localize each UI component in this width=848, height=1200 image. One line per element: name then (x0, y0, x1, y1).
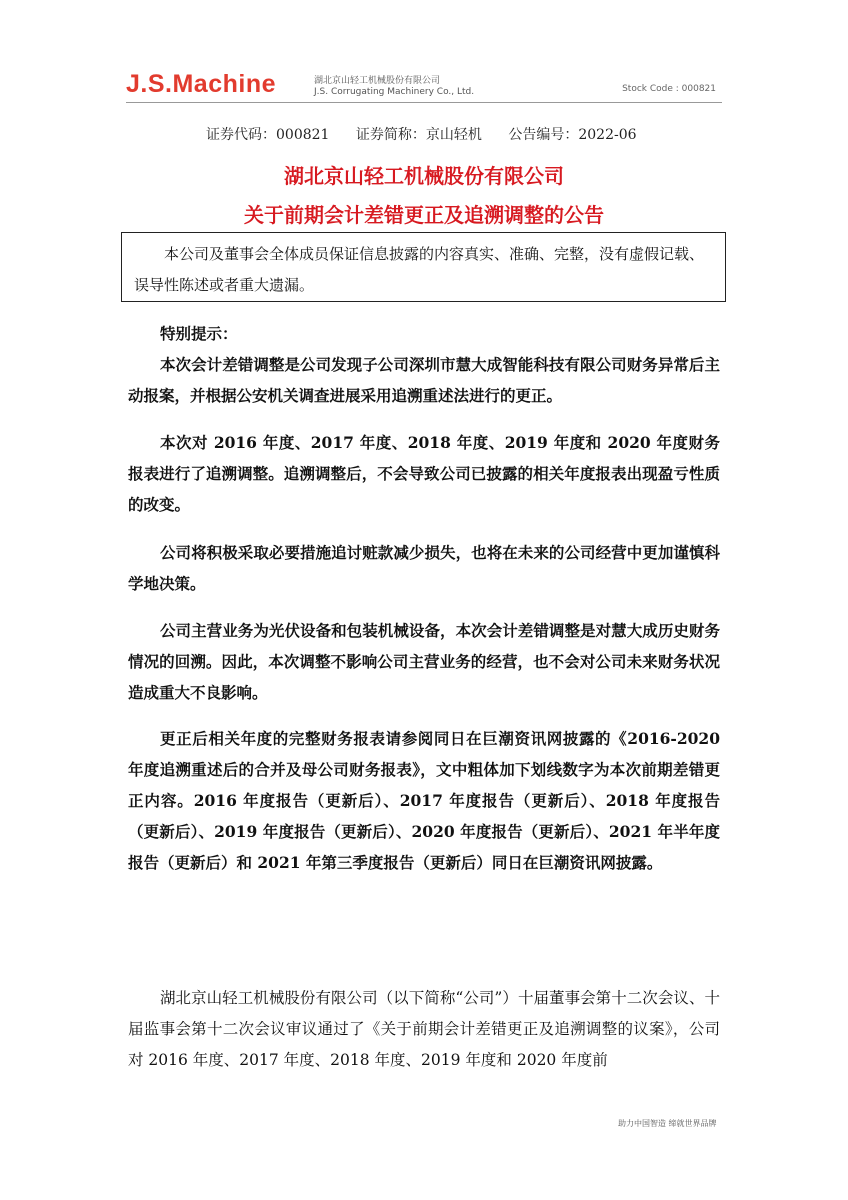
security-code: 证券代码：000821 (206, 127, 330, 143)
page-title-subject: 关于前期会计差错更正及追溯调整的公告 (244, 203, 604, 227)
notice-number: 公告编号：2022-06 (508, 127, 637, 143)
company-name-en: J.S. Corrugating Machinery Co., Ltd. (314, 87, 475, 97)
paragraph-3: 公司将积极采取必要措施追讨赃款减少损失，也将在未来的公司经营中更加谨慎科学地决策。 (128, 543, 720, 593)
paragraph-2: 本次对 2016 年度、2017 年度、2018 年度、2019 年度和 2020 年度财务报表进行了追溯调整。追溯调整后，不会导致公司已披露的相关年度报表出现盈亏性质的改变。 (128, 433, 720, 514)
paragraph-6: 湖北京山轻工机械股份有限公司（以下简称“公司”）十届董事会第十二次会议、十届监事会第十二次会议审议通过了《关于前期会计差错更正及追溯调整的议案》，公司对 2016 年度、2017 年度、2018 年度、2019 年度和 2020 年度前 (128, 989, 720, 1069)
page-title-company: 湖北京山轻工机械股份有限公司 (284, 164, 564, 188)
stock-code: Stock Code : 000821 (622, 84, 716, 94)
special-notice-heading: 特别提示： (160, 324, 238, 343)
disclaimer-box: 本公司及董事会全体成员保证信息披露的内容真实、准确、完整，没有虚假记载、误导性陈述或者重大遗漏。 (121, 232, 726, 302)
security-short-name: 证券简称：京山轻机 (355, 127, 482, 143)
letterhead (126, 70, 722, 104)
company-name-cn: 湖北京山轻工机械股份有限公司 (314, 76, 441, 86)
paragraph-4: 公司主营业务为光伏设备和包装机械设备，本次会计差错调整是对慧大成历史财务情况的回溯。因此，本次调整不影响公司主营业务的经营，也不会对公司未来财务状况造成重大不良影响。 (128, 621, 720, 702)
paragraph-5: 更正后相关年度的完整财务报表请参阅同日在巨潮资讯网披露的《2016-2020 年度追溯重述后的合并及母公司财务报表》，文中粗体加下划线数字为本次前期差错更正内容。2016 年度报告（更新后）、2017 年度报告（更新后）、2018 年度报告（更新后）、2019 年度报告（更新后）、2020 年度报告（更新后）、2021 年半年度报告（更新后）和 2021 年第三季度报告（更新后）同日在巨潮资讯网披露。 (128, 729, 720, 872)
header-divider (126, 102, 722, 103)
company-name-block (314, 76, 474, 98)
paragraph-1: 本次会计差错调整是公司发现子公司深圳市慧大成智能科技有限公司财务异常后主动报案，并根据公安机关调查进展采用追溯重述法进行的更正。 (128, 355, 720, 405)
footer-slogan: 助力中国智造 缔就世界品牌 (618, 1119, 717, 1128)
announcement-meta (206, 124, 659, 144)
company-logo: J.S.Machine (126, 70, 276, 98)
